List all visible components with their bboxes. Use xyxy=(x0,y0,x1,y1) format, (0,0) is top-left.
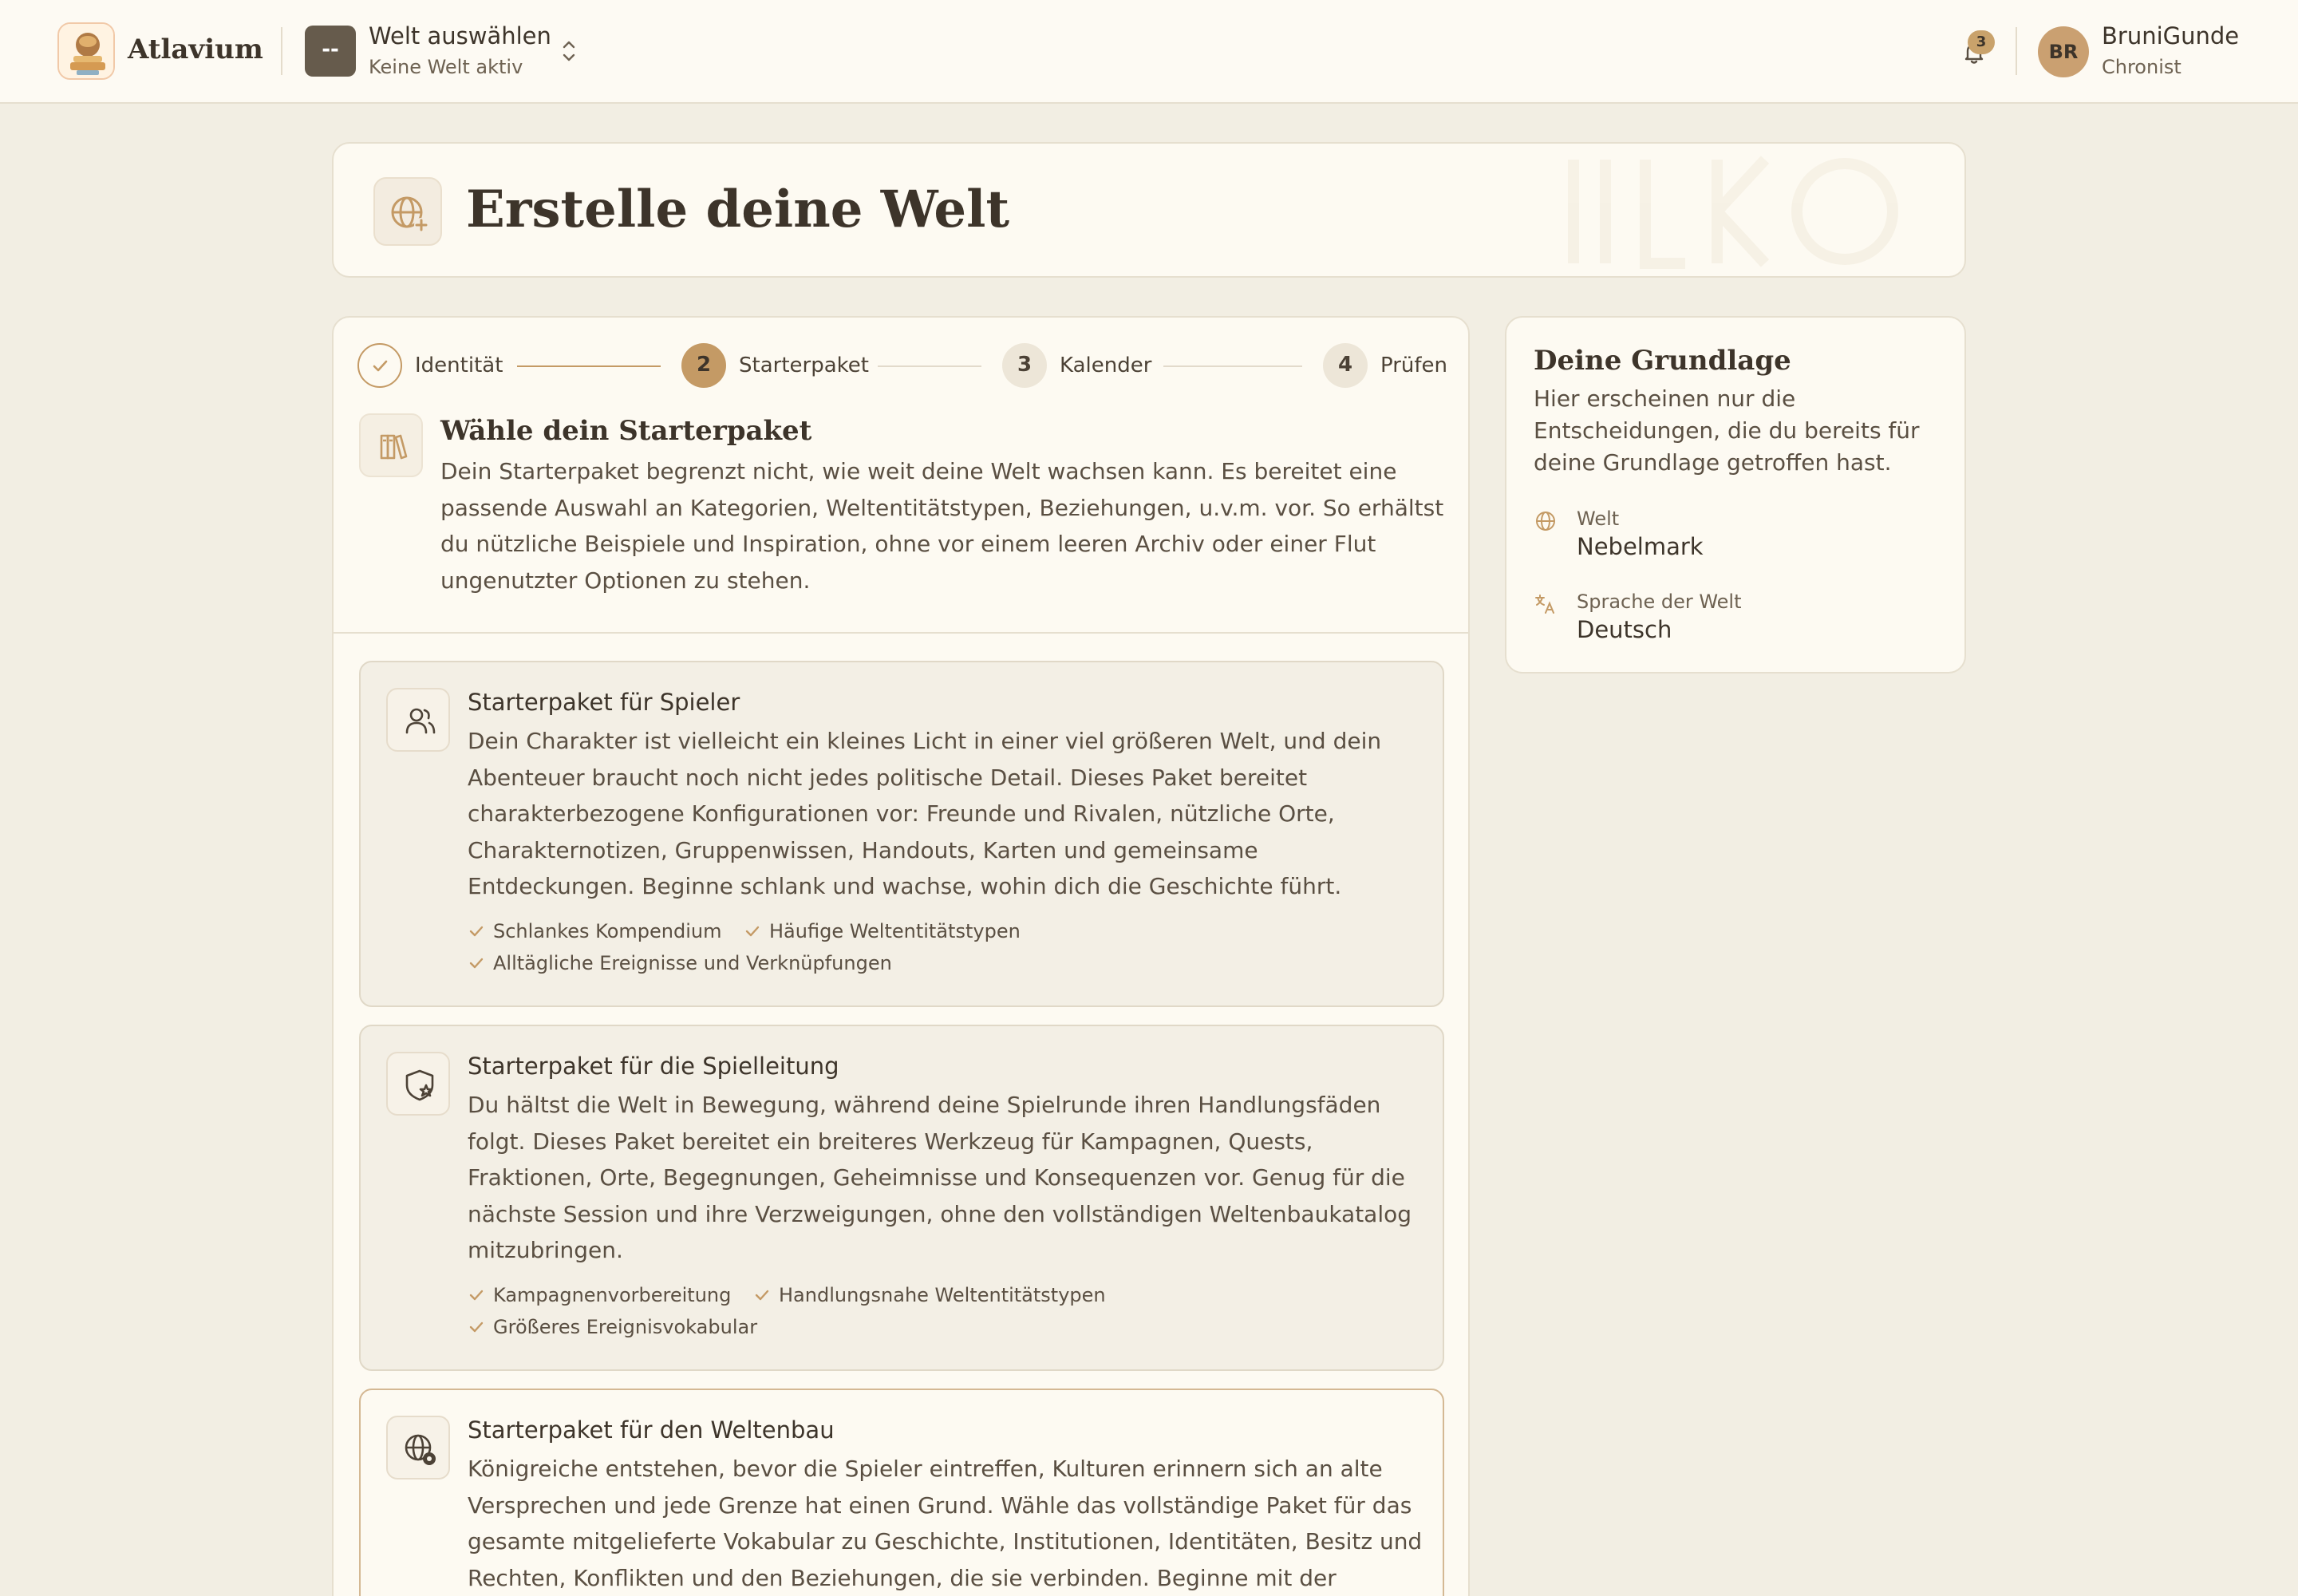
pack-title: Starterpaket für Spieler xyxy=(468,689,740,716)
page-title: Erstelle deine Welt xyxy=(466,180,1009,239)
pack-icon-tile xyxy=(386,1416,450,1479)
pack-feature xyxy=(753,1282,1106,1309)
pack-description: Du hältst die Welt in Bewegung, während deine Spielrunde ihren Handlungsfäden folgt. Dieses Paket bereitet ein breiteres Werkzeug für Kampagnen, Quests, Fraktionen, Orte, Begegnungen, Geheimnisse und Konsequenzen vor. Genug für die nächste Session und ihre Verzweigungen, ohne den vollständigen Weltenbaukatalog mitzubringen. xyxy=(468,1092,1412,1263)
step-label-review[interactable]: Prüfen xyxy=(1380,354,1448,377)
users-icon xyxy=(388,689,452,753)
decorative-pattern xyxy=(1558,144,1941,278)
starter-pack-worldbuilding-option[interactable] xyxy=(359,1389,1444,1596)
summary-description: Hier erscheinen nur die Entscheidungen, die du bereits für deine Grundlage getroffen hast. xyxy=(1534,385,1920,476)
step-connector xyxy=(517,365,661,367)
pack-feature xyxy=(468,1314,757,1341)
logo-globe-icon xyxy=(59,24,115,80)
library-icon xyxy=(361,415,424,479)
check-icon xyxy=(468,922,485,940)
world-avatar[interactable]: -- xyxy=(305,26,356,77)
world-selector-title[interactable]: Welt auswählen xyxy=(369,22,551,49)
app-logo[interactable] xyxy=(57,22,115,80)
brand-name[interactable]: Atlavium xyxy=(128,34,263,65)
summary-language-value: Deutsch xyxy=(1577,616,1672,643)
step-label-starter-pack[interactable]: Starterpaket xyxy=(739,354,869,377)
check-icon xyxy=(744,922,761,940)
step-connector xyxy=(878,365,981,367)
globe-gear-icon xyxy=(388,1417,452,1481)
pack-icon-tile xyxy=(386,688,450,752)
pack-feature xyxy=(744,918,1021,945)
pack-title: Starterpaket für den Weltenbau xyxy=(468,1416,835,1444)
divider xyxy=(281,27,282,75)
divider xyxy=(2016,27,2017,75)
shield-star-icon xyxy=(388,1053,452,1117)
pack-icon-tile xyxy=(386,1052,450,1116)
pack-feature-label: Häufige Weltentitätstypen xyxy=(769,920,1021,942)
pack-feature-label: Schlankes Kompendium xyxy=(493,920,722,942)
pack-feature-label: Handlungsnahe Weltentitätstypen xyxy=(779,1284,1106,1306)
library-icon-tile xyxy=(359,413,423,477)
starter-pack-player-option[interactable] xyxy=(359,661,1444,1007)
pack-feature-label: Alltägliche Ereignisse und Verknüpfungen xyxy=(493,952,892,974)
summary-world-label: Welt xyxy=(1577,508,1620,530)
globe-icon xyxy=(1534,509,1558,533)
pack-feature xyxy=(468,950,892,977)
pack-description: Königreiche entstehen, bevor die Spieler eintreffen, Kulturen erinnern sich an alte Versprechen und jede Grenze hat einen Grund. Wähle das vollständige Paket für das gesamte mitgelieferte Vokabular zu Geschichte, Institutionen, Identitäten, Besitz und Rechten, Konflikten und den Beziehungen, die sie verbinden. Beginne mit der xyxy=(468,1456,1423,1591)
summary-world-value: Nebelmark xyxy=(1577,533,1704,560)
world-selector-subtitle[interactable]: Keine Welt aktiv xyxy=(369,56,523,78)
foundation-summary-card xyxy=(1505,316,1966,674)
pack-feature-label: Größeres Ereignisvokabular xyxy=(493,1316,758,1338)
check-icon xyxy=(468,1286,485,1304)
step-label-calendar[interactable]: Kalender xyxy=(1060,354,1152,377)
chevron-up-down-icon[interactable] xyxy=(559,35,579,67)
top-bar xyxy=(0,0,2298,104)
create-world-icon-tile xyxy=(373,177,442,246)
pack-description: Dein Charakter ist vielleicht ein kleines Licht in einer viel größeren Welt, und dein Abenteuer braucht noch nicht jedes politische Detail. Dieses Paket bereitet charakterbezogene Konfigurationen vor: Freunde und Rivalen, nützliche Orte, Charakternotizen, Gruppenwissen, Handouts, Karten und gemeinsame Entdeckungen. Beginne schlank und wachse, wohin dich die Geschichte führt. xyxy=(468,728,1382,899)
user-role: Chronist xyxy=(2102,56,2182,78)
check-icon xyxy=(753,1286,771,1304)
wizard-card xyxy=(332,316,1470,1596)
notification-count-badge: 3 xyxy=(1968,30,1995,54)
starter-pack-gamemaster-option[interactable] xyxy=(359,1025,1444,1371)
user-name[interactable]: BruniGunde xyxy=(2102,22,2240,49)
user-avatar[interactable]: BR xyxy=(2038,26,2089,77)
pack-feature-label: Kampagnenvorbereitung xyxy=(493,1284,732,1306)
step-2-active[interactable]: 2 xyxy=(681,343,726,388)
pack-title: Starterpaket für die Spielleitung xyxy=(468,1053,839,1080)
check-icon xyxy=(468,1318,485,1336)
step-heading: Wähle dein Starterpaket xyxy=(440,415,812,447)
step-4[interactable]: 4 xyxy=(1323,343,1368,388)
step-1-done[interactable] xyxy=(357,343,402,388)
summary-language-label: Sprache der Welt xyxy=(1577,591,1742,613)
step-description: Dein Starterpaket begrenzt nicht, wie weit deine Welt wachsen kann. Es bereitet eine passende Auswahl an Kategorien, Weltentitätstypen, Beziehungen, u.v.m. vor. So erhältst du nützliche Beispiele und Inspiration, ohne vor einem leeren Archiv oder einer Flut ungenutzter Optionen zu stehen. xyxy=(440,458,1444,594)
page-header xyxy=(332,142,1966,278)
translate-icon xyxy=(1534,592,1558,616)
globe-plus-icon xyxy=(375,179,444,247)
pack-feature xyxy=(468,918,721,945)
check-icon xyxy=(468,954,485,972)
pack-feature xyxy=(468,1282,731,1309)
check-icon xyxy=(359,345,401,386)
step-3[interactable]: 3 xyxy=(1002,343,1047,388)
section-divider xyxy=(334,632,1470,634)
step-label-identity[interactable]: Identität xyxy=(415,354,503,377)
step-connector xyxy=(1163,365,1302,367)
summary-title: Deine Grundlage xyxy=(1534,345,1791,377)
